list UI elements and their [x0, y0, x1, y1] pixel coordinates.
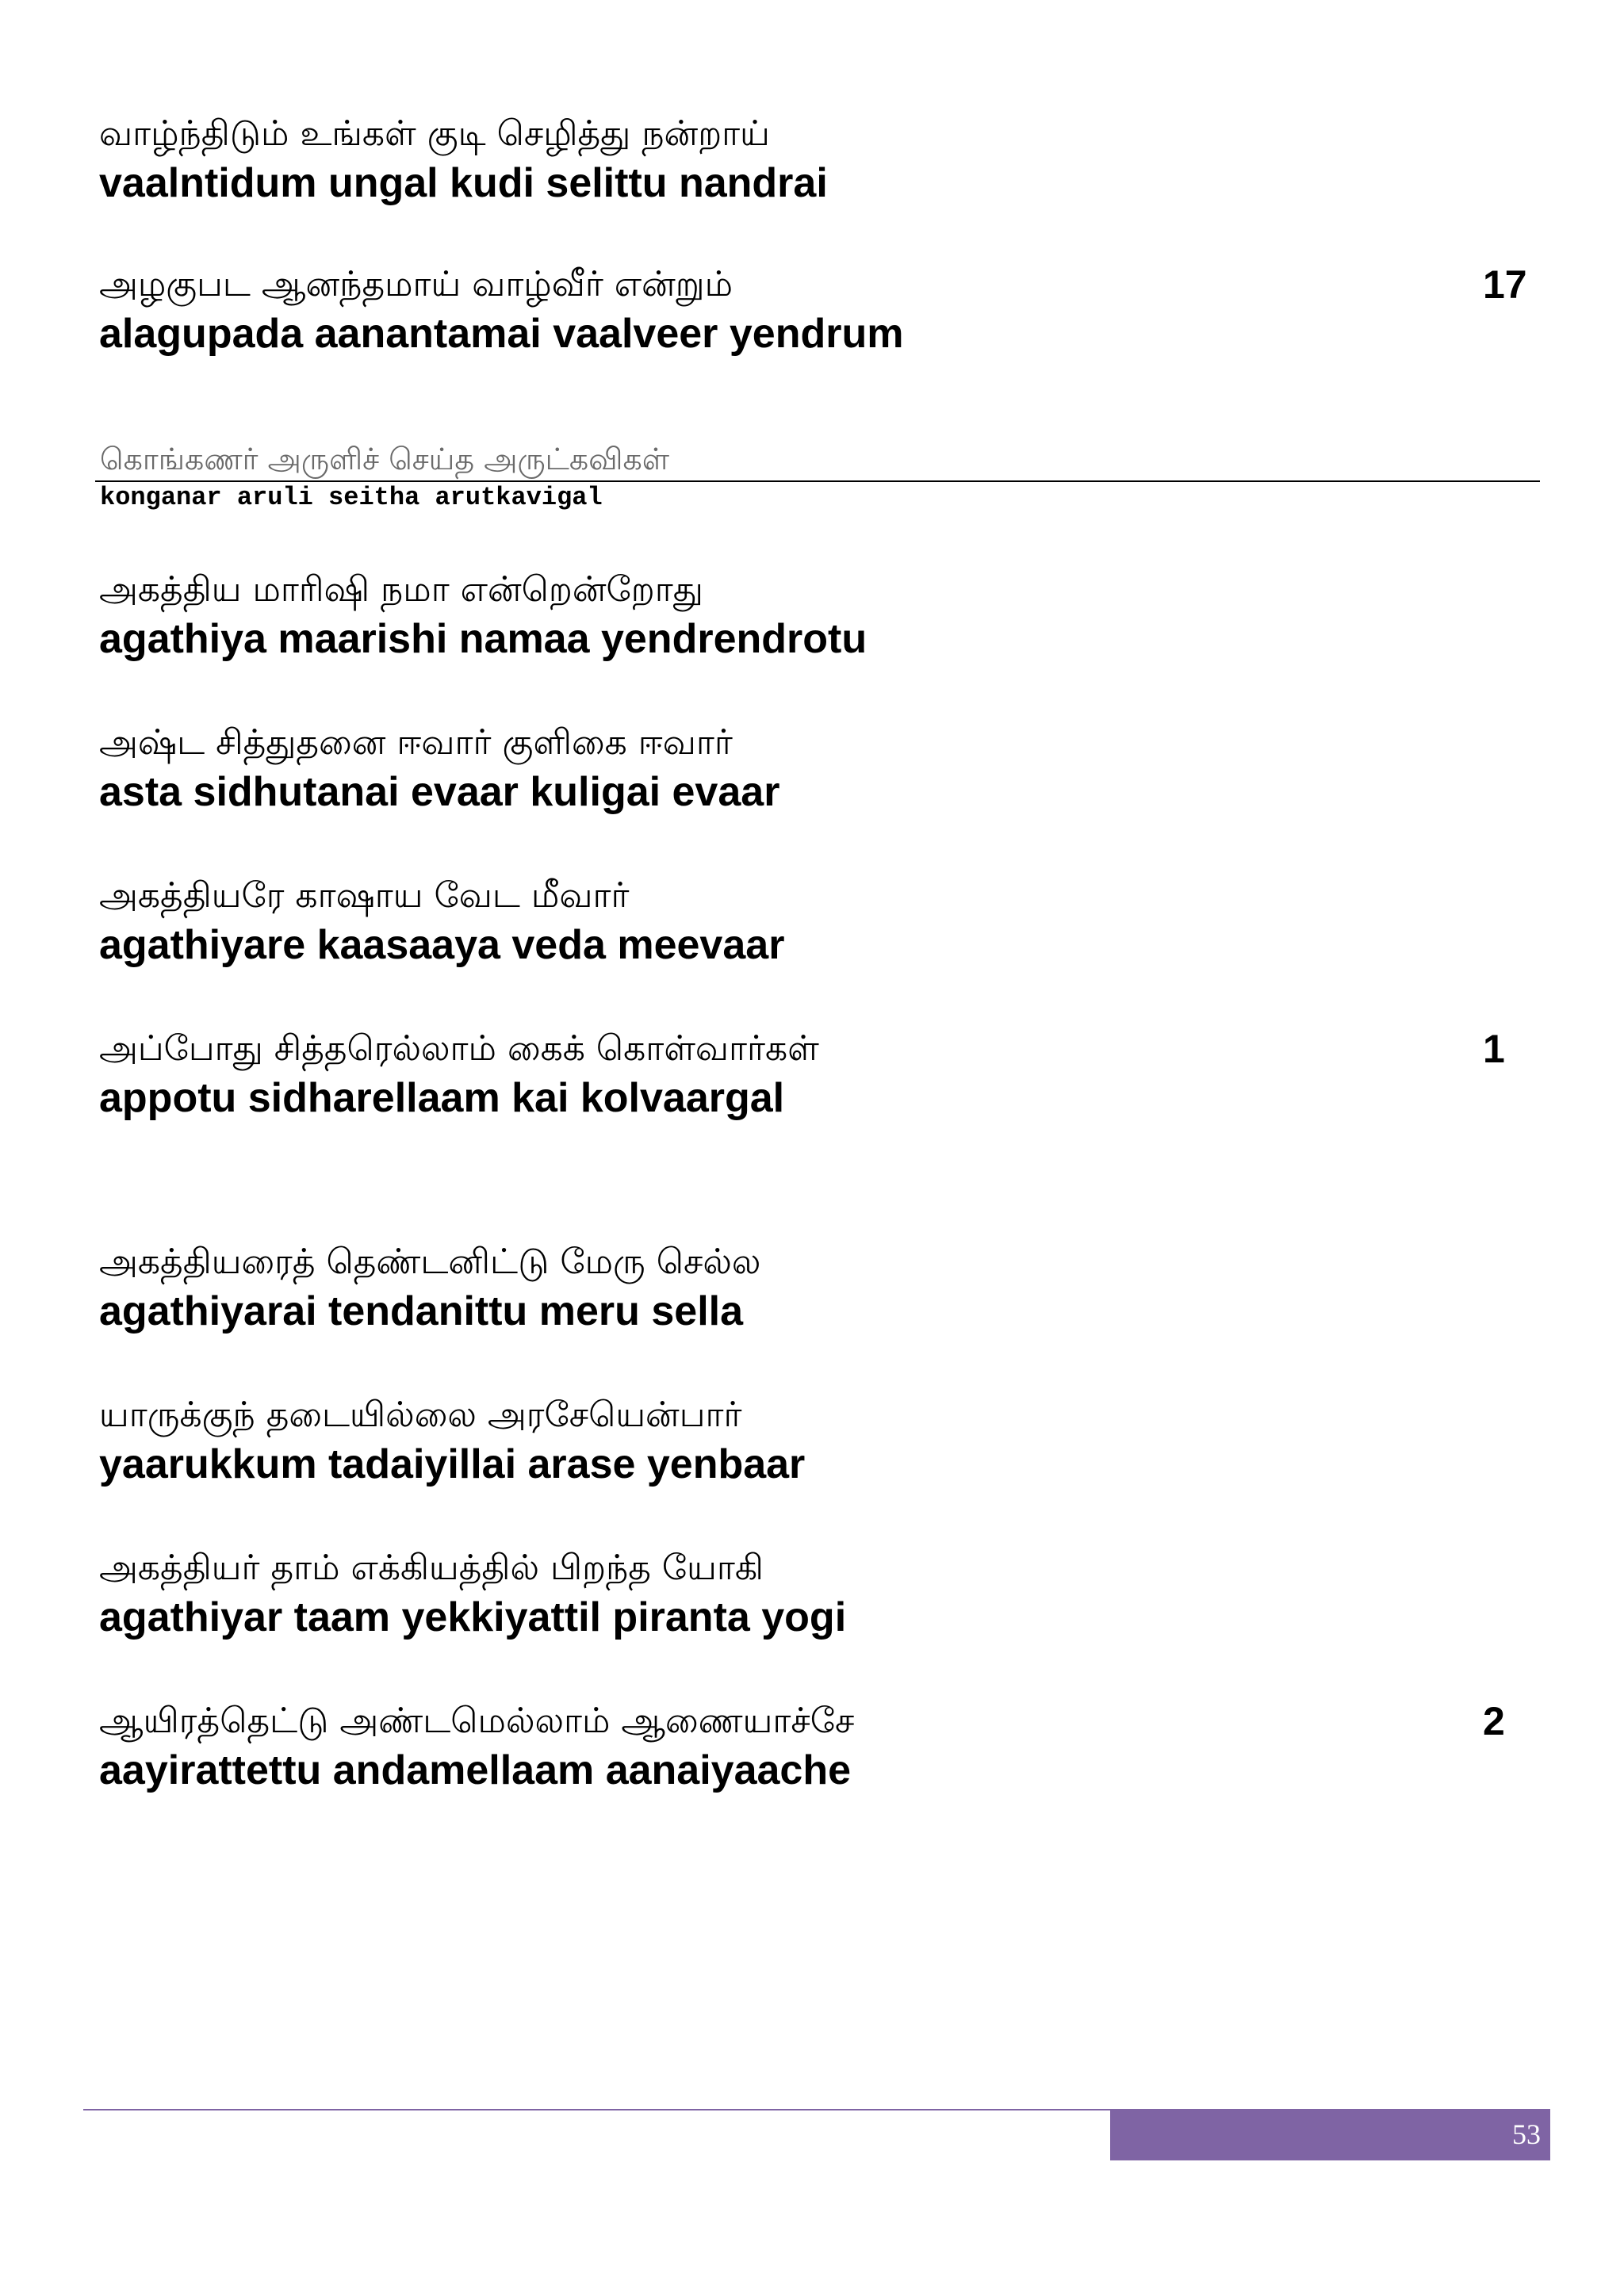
- verse-line: [99, 1545, 1447, 1644]
- verse-line: [99, 1026, 1505, 1124]
- verse-line: [99, 567, 1447, 665]
- stanza-number: 1: [1483, 1027, 1505, 1071]
- tamil-line: அகத்தியரே காஷாய வேட மீவார்: [99, 875, 630, 916]
- stanza-number: 17: [1483, 262, 1527, 307]
- tamil-line: அஷ்ட சித்துதனை ஈவார் குளிகை ஈவார்: [99, 722, 733, 763]
- verse-line: [99, 262, 1527, 360]
- stanza-number: 2: [1483, 1699, 1505, 1743]
- verse-line: [99, 111, 1447, 209]
- footer-rule: [83, 2109, 1110, 2110]
- transliteration-line: agathiyarai tendanittu meru sella: [99, 1288, 744, 1334]
- transliteration-line: vaalntidum ungal kudi selittu nandrai: [99, 160, 828, 206]
- transliteration-line: alagupada aanantamai vaalveer yendrum: [99, 311, 904, 357]
- section-title: கொங்கணர் அருளிச் செய்த அருட்கவிகள்: [100, 442, 670, 476]
- transliteration-line: agathiya maarishi namaa yendrendrotu: [99, 616, 868, 662]
- tamil-line: வாழ்ந்திடும் உங்கள் குடி செழித்து நன்றாய்: [99, 113, 770, 154]
- tamil-line: அழகுபட ஆனந்தமாய் வாழ்வீர் என்றும்: [99, 264, 733, 304]
- tamil-line: அகத்தியரைத் தெண்டனிட்டு மேரு செல்ல: [99, 1242, 761, 1282]
- tamil-line: அகத்தியர் தாம் எக்கியத்தில் பிறந்த யோகி: [99, 1548, 764, 1588]
- transliteration-line: asta sidhutanai evaar kuligai evaar: [99, 769, 780, 815]
- section-subtitle: konganar aruli seitha arutkavigal: [100, 483, 603, 512]
- tamil-line: யாருக்குந் தடையில்லை அரசேயென்பார்: [99, 1395, 742, 1435]
- tamil-line: அப்போது சித்தரெல்லாம் கைக் கொள்வார்கள்: [99, 1028, 819, 1069]
- page-number: 53: [1512, 2118, 1541, 2150]
- verse-line: [99, 720, 1447, 818]
- section-heading: [95, 438, 1540, 514]
- transliteration-line: appotu sidharellaam kai kolvaargal: [99, 1075, 785, 1121]
- verse-line: [99, 1239, 1447, 1337]
- transliteration-line: agathiyare kaasaaya veda meevaar: [99, 922, 785, 968]
- verse-line: [99, 873, 1447, 971]
- tamil-line: அகத்திய மாரிஷி நமா என்றென்றோது: [99, 569, 703, 610]
- verse-line: [99, 1392, 1447, 1490]
- transliteration-line: agathiyar taam yekkiyattil piranta yogi: [99, 1594, 847, 1640]
- tamil-line: ஆயிரத்தெட்டு அண்டமெல்லாம் ஆணையாச்சே: [99, 1701, 855, 1741]
- page-number-box: [1110, 2109, 1550, 2160]
- transliteration-line: yaarukkum tadaiyillai arase yenbaar: [99, 1441, 806, 1487]
- verse-line: [99, 1698, 1505, 1797]
- transliteration-line: aayirattettu andamellaam aanaiyaache: [99, 1747, 852, 1793]
